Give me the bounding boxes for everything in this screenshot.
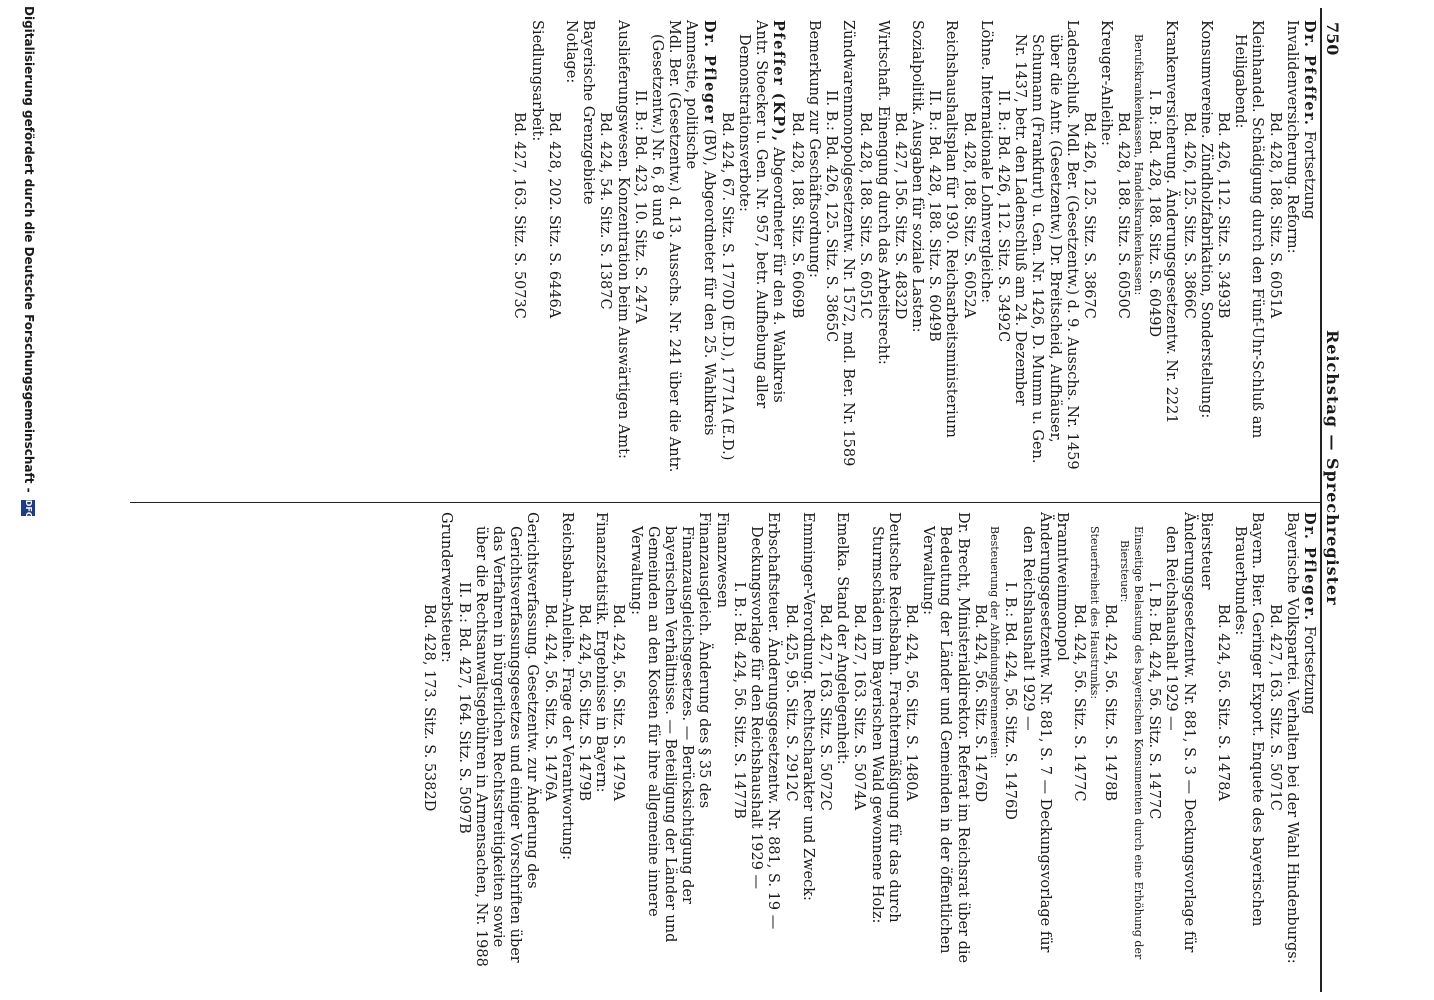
page-number: 750 xyxy=(1323,22,1342,56)
entry-text: Invalidenversicherung. Reform: xyxy=(1283,20,1300,254)
page-reference: Bd. 424, 56. Sitz. S. 1476A xyxy=(541,604,558,801)
page-reference: Bd. 425, 95. Sitz. S. 2912C xyxy=(782,604,799,802)
register-entry xyxy=(626,512,712,982)
register-entry xyxy=(977,20,994,490)
entry-text: Finanzstatistik. Ergebnisse in Bayern: xyxy=(593,512,610,793)
entry-text: Bemerkung zur Geschäftsordnung: xyxy=(805,20,822,278)
register-entry xyxy=(562,20,579,490)
page-reference: Bd. 427, 156. Sitz. S. 4832D xyxy=(891,112,908,320)
entry-text: (BV), Abgeordneter für den 25. Wahlkreis xyxy=(700,124,717,436)
page-reference: Bd. 428, 188. Sitz. S. 6052A xyxy=(960,112,977,319)
register-entry xyxy=(648,20,682,490)
page-reference: Bd. 427, 163. Sitz. S. 5074A xyxy=(851,604,868,811)
register-entry xyxy=(833,512,850,982)
page-reference: Bd. 424, 56. Sitz. S. 1478A xyxy=(1214,604,1231,801)
entry-text: Wirtschaft. Einengung durch das Arbeitsrecht: xyxy=(874,20,891,365)
register-entry xyxy=(1118,512,1145,982)
page-reference: Bd. 428, 188. Sitz. S. 6051A xyxy=(1266,112,1283,319)
entry-text: Finanzwesen xyxy=(713,512,730,609)
entry-text: Amnestie, politische xyxy=(683,20,700,170)
entry-text: Bayerische Volkspartei. Verhalten bei der Wahl Hindenburgs: xyxy=(1283,512,1300,964)
speaker-heading xyxy=(699,20,717,490)
dfg-logo: DFG xyxy=(22,500,36,516)
speaker-heading xyxy=(1300,512,1318,982)
register-entry xyxy=(799,512,816,982)
page-reference: I. B.: Bd. 428, 188. Sitz. S. 6049D xyxy=(1146,90,1163,338)
register-entry xyxy=(527,20,544,490)
right-column xyxy=(420,512,1318,982)
footer-text: Digitalisierung gefördert durch die Deutsche Forschungsgemeinschaft - xyxy=(22,6,36,493)
page-reference: Bd. 424, 56. Sitz. S. 1478B xyxy=(1101,604,1118,802)
register-entry xyxy=(1197,20,1214,490)
entry-text: Kleinhandel. Schädigung durch den Fünf-Uhr-Schluß am Heiligabend: xyxy=(1232,20,1266,439)
entry-text: Emelka. Stand der Angelegenheit: xyxy=(834,512,851,765)
page-reference: Bd. 424, 56. Sitz. S. 1477C xyxy=(1071,604,1088,802)
register-entry xyxy=(735,20,769,490)
entry-text: Konsumvereine. Zündholzfabrikation, Sonderstellung: xyxy=(1197,20,1214,419)
register-entry xyxy=(1097,20,1114,490)
page-reference: Bd. 427, 163. Sitz. S. 5072C xyxy=(816,604,833,811)
page-reference: Bd. 426, 112. Sitz. S. 3493B xyxy=(1214,112,1231,319)
page-reference: Bd. 426, 125. Sitz. S. 3866C xyxy=(1180,112,1197,319)
register-entry xyxy=(988,512,1002,982)
page-reference: Bd. 424, 67. Sitz. S. 1770D (E.D.), 1771A (E.D.) xyxy=(718,112,735,461)
entry-text: Grunderwerbsteuer: xyxy=(438,512,455,663)
entry-text: Bayerische Grenzgebiete xyxy=(580,20,597,205)
register-entry xyxy=(1053,512,1070,982)
entry-text: Erbschaftsteuer. Änderungsgesetzentw. Nr. 881, S. 19 — Deckungsvorlage für den Reichshaushalt 1929 — xyxy=(748,512,782,930)
register-entry xyxy=(942,20,959,490)
entry-text: Gerichtsverfassung. Gesetzentw. zur Änderung des Gerichtsverfassungsgesetzes und einiger Vorschriften über das Verfahren in bürgerlichen Rechtsstreitigkeiten sowie über die Rechtsanwaltsgebühren in Armensachen, Nr. 1988 xyxy=(472,512,541,967)
entry-text: Zündwarenmonopolgesetzentw. Nr. 1572, mdl. Ber. Nr. 1589 xyxy=(840,20,857,467)
register-entry xyxy=(713,512,730,982)
page-reference: Bd. 424, 56. Sitz. S. 1476D xyxy=(971,604,988,803)
entry-text: Besteuerung der Abfindungsbrennereien: xyxy=(988,526,1002,759)
page-reference: Bd. 428, 188. Sitz. S. 6069B xyxy=(788,112,805,319)
register-entry xyxy=(592,512,609,982)
entry-text: Abgeordneter für den 4. Wahlkreis xyxy=(770,142,787,403)
entry-text: Biersteuer xyxy=(1197,512,1214,590)
running-title: Reichstag — Sprechregister xyxy=(1323,330,1342,606)
digitization-footer xyxy=(22,6,37,519)
speaker-name: Pfeffer (KP), xyxy=(770,20,788,143)
page-reference: II. B.: Bd. 428, 188. Sitz. S. 6049B xyxy=(926,90,943,342)
left-column xyxy=(510,20,1318,490)
register-entry xyxy=(747,512,781,982)
register-entry xyxy=(613,20,630,490)
page-reference: II. B.: Bd. 426, 112. Sitz. S. 3492C xyxy=(995,90,1012,343)
entry-text: Berufskrankenkassen, Handelskrankenkassen: xyxy=(1131,34,1145,296)
column-rule xyxy=(130,502,1320,503)
register-entry xyxy=(1018,512,1052,982)
entry-text: Reichsbahn-Anleihe. Frage der Verantwortung: xyxy=(558,512,575,861)
entry-text: Löhne. Internationale Lohnvergleiche: xyxy=(977,20,994,304)
entry-text: Krankenversicherung. Änderungsgesetzentw. Nr. 2221 xyxy=(1163,20,1180,424)
register-entry xyxy=(1087,512,1101,982)
register-entry xyxy=(558,512,575,982)
entry-text: Emminger-Verordnung. Rechtscharakter und Zweck: xyxy=(799,512,816,901)
entry-text: Ladenschluß. Mdl. Ber. (Gesetzentw.) d. 9. Ausschs. Nr. 1459 über die Antr. (Gesetzentw.) Dr. Breitscheid, Aufhäuser, Schumann (Frankfurt) u. Gen. Nr. 1426, D. Mumm u. Gen. Nr. 1437, betr. den Ladenschluß am 24. Dezember xyxy=(1012,20,1080,470)
page-reference: II. B.: Bd. 423, 10. Sitz. S. 247A xyxy=(631,90,648,324)
entry-text: Sozialpolitik. Ausgaben für soziale Lasten: xyxy=(909,20,926,333)
register-entry xyxy=(1131,20,1145,490)
page-reference: II. B.: Bd. 427, 164. Sitz. S. 5097B xyxy=(455,582,472,834)
register-entry xyxy=(682,20,699,490)
entry-text: Auslieferungswesen. Konzentration beim Auswärtigen Amt: xyxy=(614,20,631,459)
entry-text: Änderungsgesetzentw. Nr. 881, S. 3 — Deckungsvorlage für den Reichshaushalt 1929 — xyxy=(1163,512,1197,953)
entry-text: Kreuger-Anleihe: xyxy=(1098,20,1115,146)
register-entry xyxy=(1283,20,1300,490)
page-reference: I. B.: Bd. 424, 56. Sitz. S. 1477C xyxy=(1146,582,1163,820)
page-reference: Bd. 428, 202. Sitz. S. 6446A xyxy=(545,112,562,319)
page-reference: Bd. 424, 54. Sitz. S. 1387C xyxy=(597,112,614,310)
register-entry xyxy=(1011,20,1080,490)
entry-text: Steuerfreiheit des Haustrunks: xyxy=(1087,526,1101,700)
page-reference: II. B.: Bd. 426, 125. Sitz. S. 3865C xyxy=(823,90,840,343)
page-reference: Bd. 426, 125. Sitz. S. 3867C xyxy=(1081,112,1098,319)
page-reference: I. B.: Bd. 424, 56. Sitz. S. 1476D xyxy=(1002,582,1019,820)
register-entry xyxy=(1197,512,1214,982)
speaker-name: Dr. Pfleger. xyxy=(1301,512,1318,622)
entry-text: Einseitige Belastung des bayerischen Konsumenten durch eine Erhöhung der Biersteuer: xyxy=(1118,526,1145,960)
register-entry xyxy=(873,20,890,490)
entry-text: Reichshaushaltsplan für 1930. Reichsarbeitsministerium xyxy=(943,20,960,438)
page-reference: Bd. 424, 56. Sitz. S. 1479A xyxy=(610,604,627,801)
register-entry xyxy=(805,20,822,490)
entry-text: Deutsche Reichsbahn. Frachtermäßigung für das durch Sturmschäden im Bayerischen Wald gewonnene Holz: xyxy=(868,512,902,924)
speaker-name: Dr. Pfleger xyxy=(700,20,718,125)
page-reference: Bd. 424, 56. Sitz. S. 1479B xyxy=(576,604,593,802)
entry-text: Fortsetzung xyxy=(1301,621,1317,715)
page-reference: Bd. 427, 163. Sitz. S. 5071C xyxy=(1266,604,1283,811)
entry-text: Fortsetzung xyxy=(1301,126,1317,220)
register-entry xyxy=(908,20,925,490)
header-rule xyxy=(1320,8,1322,992)
speaker-name: Dr. Pfeffer. xyxy=(1301,20,1318,127)
register-entry xyxy=(867,512,901,982)
register-entry xyxy=(1162,20,1179,490)
entry-text: Notlage: xyxy=(562,20,579,84)
register-entry xyxy=(579,20,596,490)
page-reference: Bd. 428, 188. Sitz. S. 6051C xyxy=(857,112,874,319)
register-entry xyxy=(1283,512,1300,982)
speaker-heading xyxy=(769,20,787,490)
entry-text: Antr. Stoecker u. Gen. Nr. 957, betr. Aufhebung aller Demonstrationsverbote: xyxy=(736,20,770,409)
entry-text: Dr. Brecht, Ministerialdirektor. Referat im Reichsrat über die Bedeutung der Länder und Gemeinden in der öffentlichen Verwaltung: xyxy=(920,512,971,964)
entry-text: Bayern. Bier. Geringer Export. Enquete des bayerischen Brauerbundes: xyxy=(1232,512,1266,927)
entry-text: Mdl. Ber. (Gesetzentw.) d. 13. Ausschs. Nr. 241 über die Antr. (Gesetzentw.) Nr. 6, 8 und 9 xyxy=(648,20,683,473)
page-reference: Bd. 428, 173. Sitz. S. 5382D xyxy=(421,604,438,812)
page-reference: Bd. 428, 188. Sitz. S. 6050C xyxy=(1115,112,1132,319)
entry-text: Änderungsgesetzentw. Nr. 881, S. 7 — Deckungsvorlage für den Reichshaushalt 1929 — xyxy=(1019,512,1053,953)
register-entry xyxy=(472,512,541,982)
page-reference: Bd. 427, 163. Sitz. S. 5073C xyxy=(511,112,528,319)
register-entry xyxy=(1231,512,1265,982)
register-entry xyxy=(437,512,454,982)
entry-text: Finanzausgleich. Änderung des § 35 des Finanzausgleichsgesetzes. — Berücksichtigung der bayerischen Verhältnisse. — Beteiligung der Länder und Gemeinden an den Kosten für ihre allgemeine innere Verwaltung: xyxy=(627,512,713,943)
register-entry xyxy=(1162,512,1196,982)
entry-text: Siedlungsarbeit: xyxy=(528,20,545,142)
entry-text: Branntweinmonopol xyxy=(1054,512,1071,661)
speaker-heading xyxy=(1300,20,1318,490)
page-reference: Bd. 424, 56. Sitz. S. 1480A xyxy=(902,604,919,801)
register-entry xyxy=(839,20,856,490)
register-entry xyxy=(919,512,971,982)
register-entry xyxy=(1231,20,1265,490)
page-reference: I. B.: Bd. 424, 56. Sitz. S. 1477B xyxy=(730,582,747,819)
